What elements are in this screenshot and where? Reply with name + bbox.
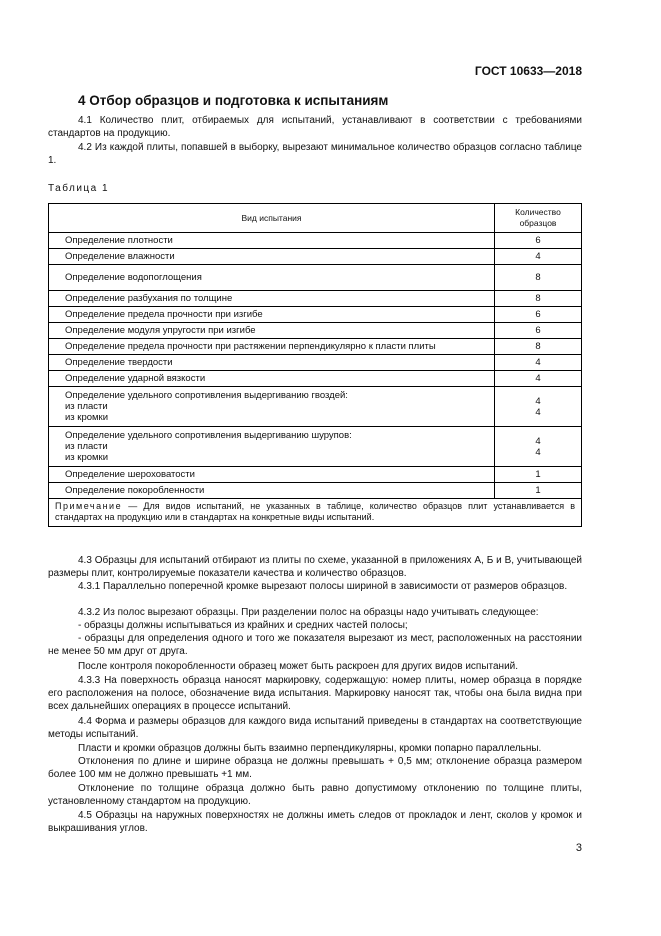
bullet-item: - образцы должны испытываться из крайних и средних частей полосы; [78,620,408,631]
header-quantity-line2: образцов [519,218,557,228]
sample-count: 4 [495,371,582,387]
test-name-sub: из кромки [65,412,109,423]
header-quantity-line1: Количество [515,207,561,217]
test-name-main: Определение удельного сопротивления выдергиванию гвоздей: [65,390,348,401]
sample-count: 4 [495,249,582,265]
test-name-sub: из пласти [65,441,108,452]
test-name: Определение предела прочности при изгибе [49,307,495,323]
paragraph-4-5: 4.5 Образцы на наружных поверхностях не должны иметь следов от прокладок и лент, сколов у кромок и выкрашивания углов. [48,810,582,834]
sample-count: 6 [495,233,582,249]
test-name: Определение ударной вязкости [49,371,495,387]
table-note [49,499,582,527]
table-caption: Таблица 1 [48,183,110,194]
test-name: Определение предела прочности при растяжении перпендикулярно к пласти плиты [49,339,495,355]
table-row [49,387,582,427]
paragraph-4-3-2: 4.3.2 Из полос вырезают образцы. При разделении полос на образцы надо учитывать следующее: [78,607,539,618]
bullet-item: - образцы для определения одного и того же показателя вырезают из мест, расположенных на расстоянии не менее 50 мм друг от друга. [48,633,582,657]
test-name: Определение модуля упругости при изгибе [49,323,495,339]
paragraph-thickness: Отклонение по толщине образца должно быть равно допустимому отклонению по толщине плиты, установленному стандартом на продукцию. [48,783,582,807]
paragraph-4-3-1: 4.3.1 Параллельно поперечной кромке вырезают полосы шириной в зависимости от размеров образцов. [78,581,568,592]
table-row [49,265,582,291]
table-row [49,249,582,265]
sample-count [495,427,582,467]
table-row [49,323,582,339]
sample-count: 6 [495,307,582,323]
table-row [49,291,582,307]
test-name [49,387,495,427]
table-row [49,355,582,371]
test-name: Определение водопоглощения [49,265,495,291]
sample-count: 8 [495,291,582,307]
paragraph-4-1: 4.1 Количество плит, отбираемых для испытаний, устанавливают в соответствии с требованиями стандартов на продукцию. [48,115,582,139]
test-name-main: Определение удельного сопротивления выдергиванию шурупов: [65,430,352,441]
paragraph-deviation: Отклонения по длине и ширине образца не должны превышать + 0,5 мм; отклонение образца размером более 100 мм не должно превышать +1 мм. [48,756,582,780]
section-title: 4 Отбор образцов и подготовка к испытаниям [78,93,389,108]
sample-count: 8 [495,265,582,291]
test-name: Определение покоробленности [49,483,495,499]
test-name-sub: из пласти [65,401,108,412]
sample-count-value: 4 [535,395,541,407]
test-name: Определение влажности [49,249,495,265]
sample-count-value: 4 [535,446,541,458]
table-row [49,467,582,483]
header-quantity [495,204,582,233]
document-code: ГОСТ 10633—2018 [474,64,582,78]
table-row [49,233,582,249]
note-label: Примечание [55,501,123,511]
paragraph-4-4: 4.4 Форма и размеры образцов для каждого вида испытаний приведены в стандартах на соответствующие методы испытаний. [48,716,582,740]
table-row [49,339,582,355]
sample-count: 8 [495,339,582,355]
test-name: Определение твердости [49,355,495,371]
sample-count [495,387,582,427]
sample-count-value: 4 [535,406,541,418]
samples-table [48,203,582,527]
test-name: Определение шероховатости [49,467,495,483]
test-name-sub: из кромки [65,452,109,463]
page-number: 3 [575,842,582,854]
sample-count: 1 [495,483,582,499]
table-note-row [49,499,582,527]
note-text: — Для видов испытаний, не указанных в таблице, количество образцов плит устанавливается в стандартах на продукцию или в стандартах на конкретные виды испытаний. [55,501,575,522]
paragraph-perpendicular: Пласти и кромки образцов должны быть взаимно перпендикулярны, кромки попарно параллельны. [78,743,542,754]
table-row [49,483,582,499]
table-header-row [49,204,582,233]
sample-count: 6 [495,323,582,339]
table-row [49,307,582,323]
sample-count: 1 [495,467,582,483]
paragraph-4-3: 4.3 Образцы для испытаний отбирают из плиты по схеме, указанной в приложениях А, Б и В, учитывающей размеры плит, контролируемые показатели качества и количество образцов. [48,555,582,579]
test-name [49,427,495,467]
header-test-type: Вид испытания [49,204,495,233]
paragraph-4-3-3: 4.3.3 На поверхность образца наносят маркировку, содержащую: номер плиты, номер образца в порядке его расположения на полосе, обозначение вида испытания. Маркировку наносят так, чтобы она была видна при всех дальнейших операциях в процессе испытаний. [48,675,582,712]
test-name: Определение плотности [49,233,495,249]
sample-count: 4 [495,355,582,371]
table-row [49,371,582,387]
sample-count-value: 4 [535,435,541,447]
test-name: Определение разбухания по толщине [49,291,495,307]
paragraph-after-warp: После контроля покоробленности образец может быть раскроен для других видов испытаний. [78,661,519,672]
table-row [49,427,582,467]
paragraph-4-2: 4.2 Из каждой плиты, попавшей в выборку, вырезают минимальное количество образцов согласно таблице 1. [48,142,582,166]
